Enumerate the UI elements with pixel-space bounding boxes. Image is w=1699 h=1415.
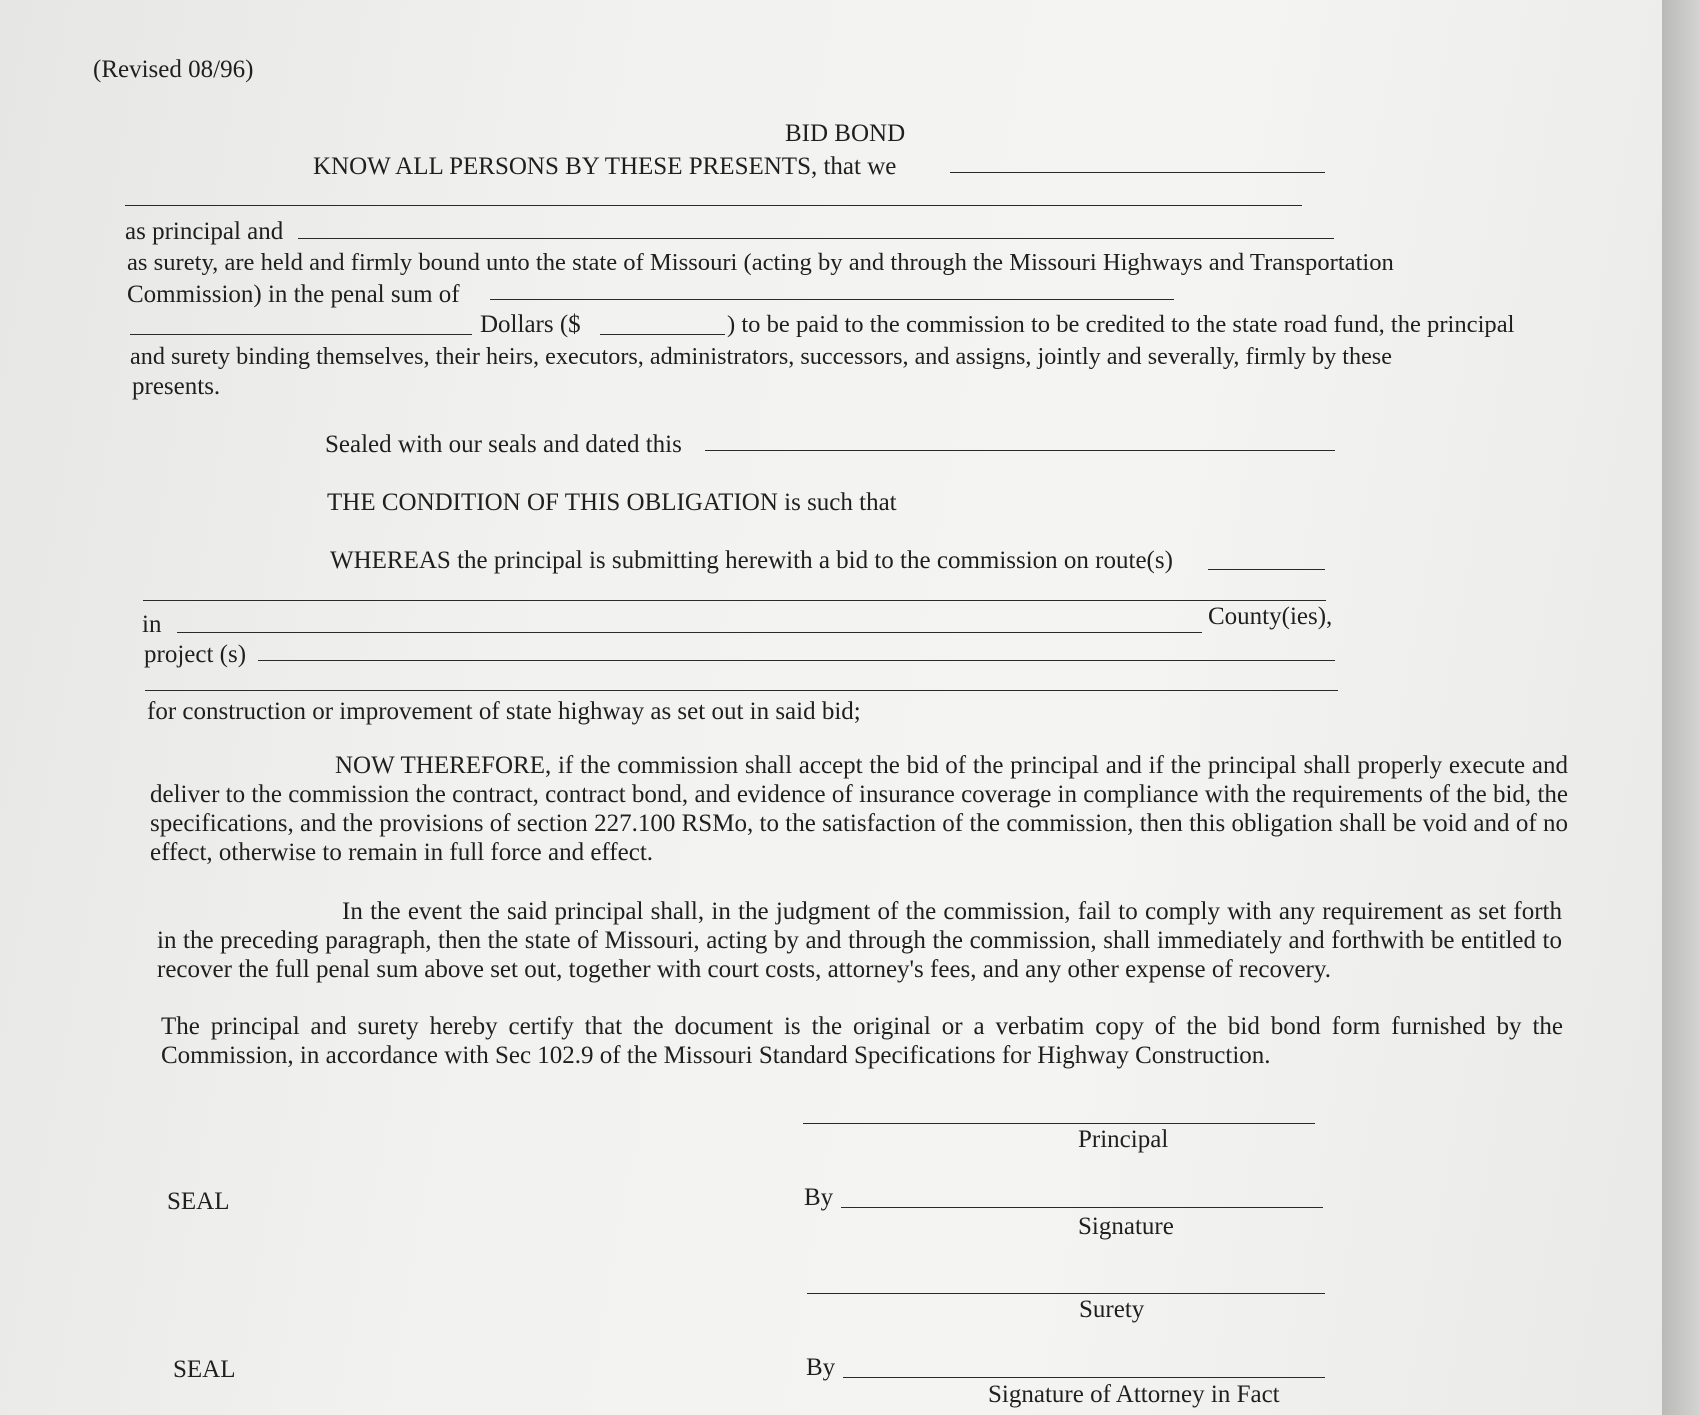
- surety-name-field[interactable]: [298, 238, 1334, 239]
- principal-label: Principal: [1078, 1126, 1169, 1153]
- principal-name-continued-field[interactable]: [125, 205, 1302, 206]
- attorney-signature-field[interactable]: [843, 1377, 1325, 1378]
- attorney-in-fact-label: Signature of Attorney in Fact: [988, 1381, 1280, 1408]
- sealed-text: Sealed with our seals and dated this: [325, 431, 682, 458]
- seal-label-1: SEAL: [167, 1188, 230, 1215]
- signature-label: Signature: [1078, 1213, 1174, 1240]
- page-edge-shadow: [1662, 0, 1699, 1415]
- now-therefore-paragraph: NOW THEREFORE, if the commission shall accept the bid of the principal and if the principal shall properly execute and deliver to the commission the contract, contract bond, and evidence of insurance coverage in compliance with the requirements of the bid, the specifications, and the provisions of section 227.100 RSMo, to the satisfaction of the commission, then this obligation shall be void and of no effect, otherwise to remain in full force and effect.: [150, 752, 1568, 866]
- by-label-1: By: [804, 1184, 834, 1211]
- revision-note: (Revised 08/96): [93, 56, 254, 83]
- whereas-text: WHEREAS the principal is submitting herewith a bid to the commission on route(s): [330, 547, 1173, 574]
- penal-sum-amount-field[interactable]: [600, 334, 725, 335]
- project-text: project (s): [144, 641, 247, 668]
- know-all-text: KNOW ALL PERSONS BY THESE PRESENTS, that we: [313, 153, 897, 180]
- document-title: BID BOND: [785, 120, 906, 147]
- condition-text: THE CONDITION OF THIS OBLIGATION is such that: [327, 489, 897, 516]
- and-surety-text: and surety binding themselves, their heirs, executors, administrators, successors, and assigns, jointly and severally, firmly by these: [130, 343, 1392, 370]
- surety-signature-line[interactable]: [807, 1293, 1325, 1294]
- seal-label-2: SEAL: [173, 1356, 236, 1383]
- surety-label: Surety: [1079, 1296, 1145, 1323]
- route-field[interactable]: [1208, 569, 1325, 570]
- county-field[interactable]: [177, 632, 1202, 633]
- project-field[interactable]: [258, 660, 1335, 661]
- as-principal-text: as principal and: [125, 218, 284, 245]
- penal-sum-words-continued-field[interactable]: [130, 334, 472, 335]
- project-continued-field[interactable]: [145, 690, 1338, 691]
- in-text: in: [142, 611, 162, 638]
- dollars-text: Dollars ($: [480, 311, 581, 338]
- presents-text: presents.: [132, 373, 221, 400]
- to-be-paid-text: ) to be paid to the commission to be credited to the state road fund, the principal: [727, 311, 1515, 338]
- certify-paragraph: The principal and surety hereby certify that the document is the original or a verbatim copy of the bid bond form furnished by the Commission, in accordance with Sec 102.9 of the Missouri Standard Specifications for Highway Construction.: [161, 1013, 1563, 1069]
- route-continued-field[interactable]: [143, 600, 1326, 601]
- principal-signature-line[interactable]: [803, 1123, 1315, 1124]
- principal-by-signature-field[interactable]: [841, 1207, 1323, 1208]
- by-label-2: By: [806, 1354, 836, 1381]
- principal-name-field[interactable]: [950, 172, 1325, 173]
- penal-sum-words-field[interactable]: [490, 299, 1174, 300]
- for-construction-text: for construction or improvement of state highway as set out in said bid;: [147, 698, 861, 725]
- date-field[interactable]: [705, 450, 1335, 451]
- penal-sum-text: Commission) in the penal sum of: [127, 281, 460, 308]
- as-surety-text: as surety, are held and firmly bound unto the state of Missouri (acting by and through the Missouri Highways and Transportation: [127, 249, 1394, 276]
- in-the-event-paragraph: In the event the said principal shall, in the judgment of the commission, fail to comply with any requirement as set forth in the preceding paragraph, then the state of Missouri, acting by and through the commission, shall immediately and forthwith be entitled to recover the full penal sum above set out, together with court costs, attorney's fees, and any other expense of recovery.: [157, 898, 1562, 983]
- county-text: County(ies),: [1208, 603, 1333, 630]
